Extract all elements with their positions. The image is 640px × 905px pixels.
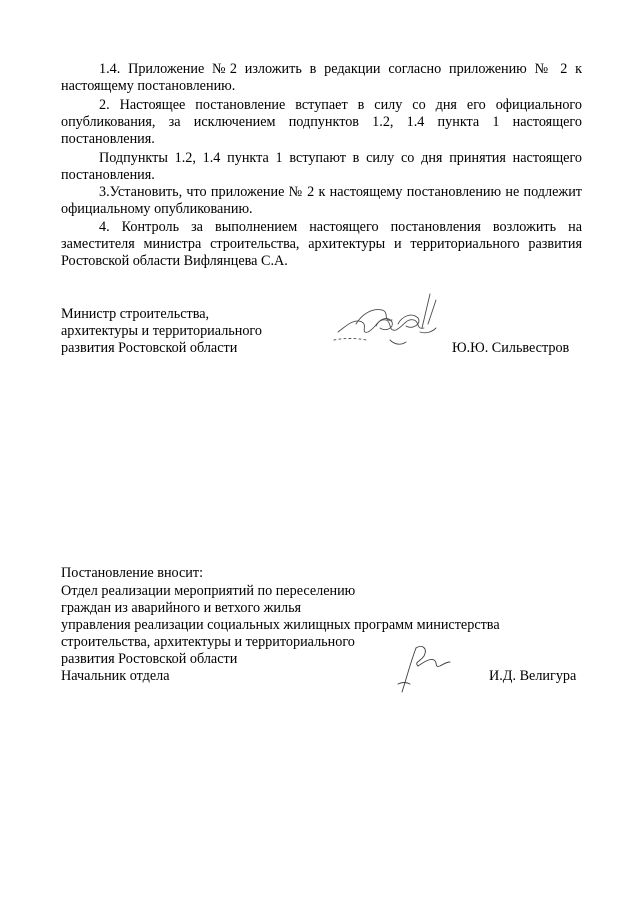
submitter-heading: Постановление вносит:	[61, 565, 204, 581]
paragraph-subpoints: Подпункты 1.2, 1.4 пункта 1 вступают в силу со дня принятия настоящего постановления.	[61, 150, 582, 183]
submitter-signature-icon	[388, 640, 458, 696]
paragraph-4: 4. Контроль за выполнением настоящего постановления возложить на заместителя министра строительства, архитектуры и территориального развития Ростовской области Вифлянцева С.А.	[61, 219, 582, 269]
paragraph-2: 2. Настоящее постановление вступает в силу со дня его официального опубликования, за исключением подпунктов 1.2, 1.4 пункта 1 настоящего постановления.	[61, 97, 582, 147]
submitter-line-5: развития Ростовской области	[61, 651, 238, 667]
paragraph-3: 3.Установить, что приложение № 2 к настоящему постановлению не подлежит официальному опубликованию.	[61, 184, 582, 217]
minister-title-line-3: развития Ростовской области	[61, 340, 238, 356]
submitter-line-4: строительства, архитектуры и территориального	[61, 634, 355, 650]
minister-title-line-1: Министр строительства,	[61, 306, 210, 322]
paragraph-1-4: 1.4. Приложение №2 изложить в редакции согласно приложению № 2 к настоящему постановлению.	[61, 61, 582, 94]
minister-signature-icon	[332, 288, 452, 356]
submitter-position: Начальник отдела	[61, 668, 170, 684]
submitter-line-1: Отдел реализации мероприятий по переселению	[61, 583, 356, 599]
submitter-name: И.Д. Велигура	[489, 668, 577, 684]
submitter-line-2: граждан из аварийного и ветхого жилья	[61, 600, 302, 616]
submitter-line-3: управления реализации социальных жилищных программ министерства	[61, 617, 500, 633]
minister-name: Ю.Ю. Сильвестров	[452, 340, 570, 356]
minister-title-line-2: архитектуры и территориального	[61, 323, 262, 339]
